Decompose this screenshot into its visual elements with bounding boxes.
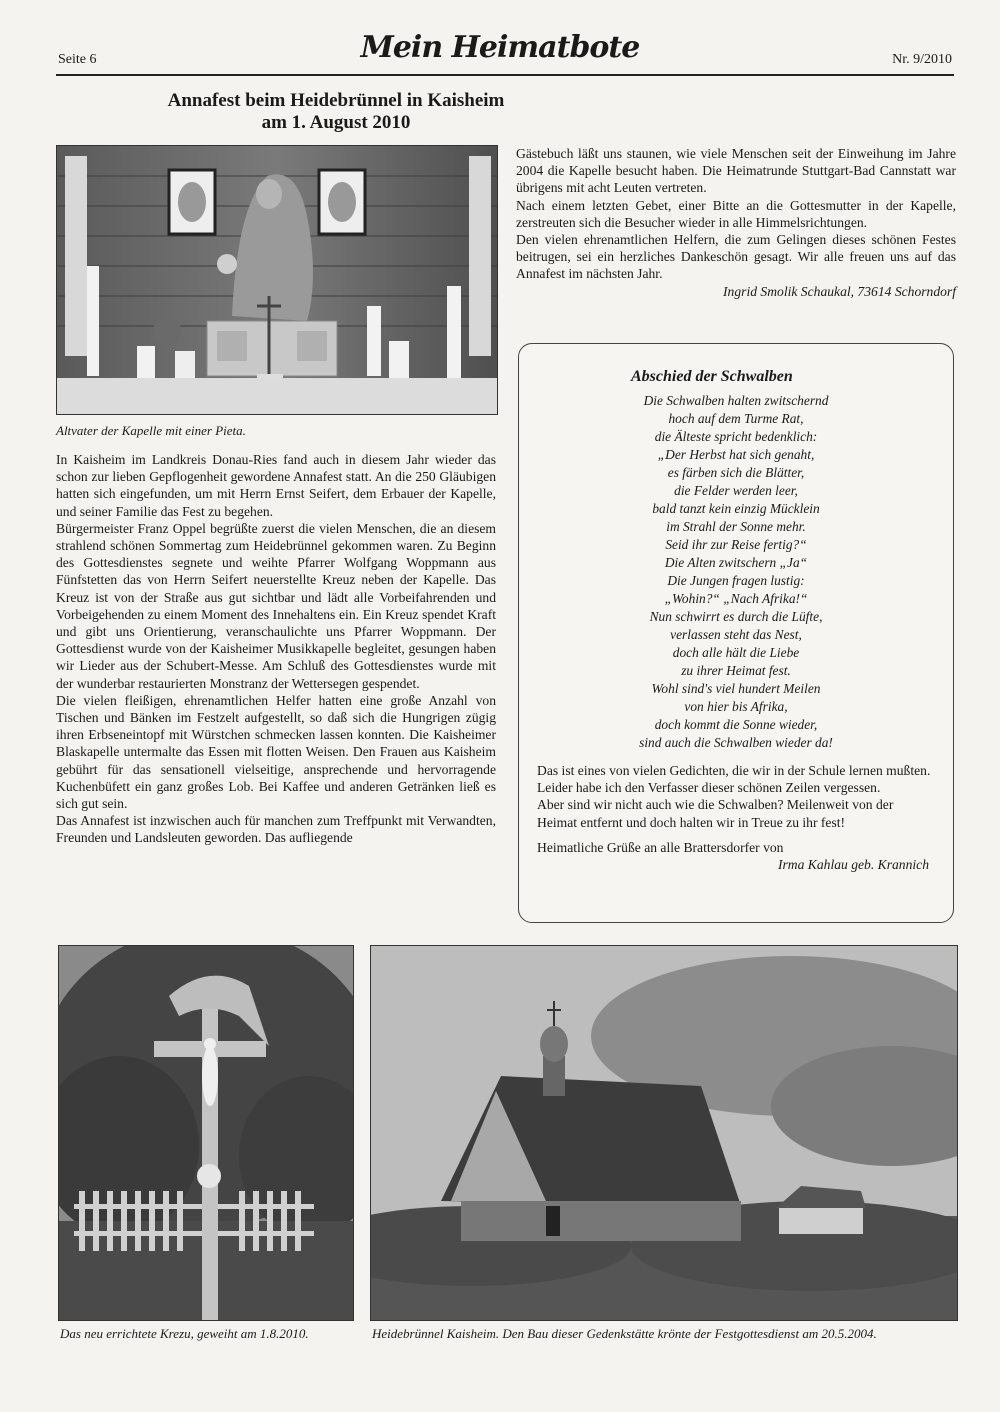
masthead-logo: Mein Heimatbote — [360, 30, 640, 65]
poem-line: hoch auf dem Turme Rat, — [668, 411, 804, 426]
poem-author: Irma Kahlau geb. Krannich — [777, 857, 929, 873]
poem-verses — [537, 392, 935, 752]
poem-line: doch kommt die Sonne wieder, — [654, 717, 818, 732]
right-column — [516, 145, 956, 300]
article-body-right — [516, 145, 956, 283]
poem-note: Das ist eines von vielen Gedichten, die wir in der Schule lernen mußten. Leider habe ich den Verfasser dieser schönen Zeilen vergessen. — [537, 763, 931, 796]
poem-line: Seid ihr zur Reise fertig?“ — [665, 537, 807, 552]
paragraph: Gästebuch läßt uns staunen, wie viele Menschen seit der Einweihung im Jahre 2004 die Kapelle besucht haben. Die Heimatrunde Stuttgart-Bad Cannstatt war übrigens mit acht Leuten vertreten. — [516, 146, 956, 196]
poem-title: Abschied der Schwalben — [631, 368, 793, 385]
chapel-photo-caption: Heidebrünnel Kaisheim. Den Bau dieser Gedenkstätte krönte der Festgottesdienst am 20.5.2004. — [372, 1326, 877, 1341]
poem-line: von hier bis Afrika, — [684, 699, 788, 714]
article-body-left — [56, 451, 496, 847]
interior-photo-caption: Altvater der Kapelle mit einer Pieta. — [56, 423, 246, 438]
poem-line: Die Alten zwitschern „Ja“ — [664, 555, 808, 570]
poem-line: im Strahl der Sonne mehr. — [666, 519, 806, 534]
issue-number: Nr. 9/2010 — [892, 52, 952, 67]
article-title-line2: am 1. August 2010 — [261, 112, 411, 133]
paragraph: Die vielen fleißigen, ehrenamtlichen Helfer hatten eine große Anzahl von Tischen und Bänken im Festzelt aufgestellt, so daß sich die Hungrigen zügig ihren Erbseneintopf mit Würstchen schmecken lassen konnten. Die Kaisheimer Blaskapelle untermalte das Essen mit flotten Weisen. Den Frauen aus Kaisheim gebührt für das sensationell vielseitige, ansprechende und hervorragende Kuchenbüfett ein ganz großes Lob. Bei Kaffee und anderen Getränken ließ es sich gut sein. — [56, 692, 496, 812]
poem-box — [518, 343, 954, 923]
chapel-exterior-photo — [370, 945, 958, 1321]
page-number: Seite 6 — [58, 52, 97, 67]
paragraph: In Kaisheim im Landkreis Donau-Ries fand auch in diesem Jahr wieder das schon zur lieben Gepflogenheit gewordene Annafest statt. An die 250 Gläubigen hatten sich eingefunden, um mit Herrn Ernst Seifert, dem Erbauer der Kapelle, und seiner Familie das Fest zu begehen. — [56, 452, 496, 519]
poem-line: Wohl sind's viel hundert Meilen — [651, 681, 821, 696]
cross-image — [59, 946, 353, 1320]
paragraph: Das Annafest ist inzwischen auch für manchen zum Treffpunkt mit Verwandten, Freunden und Landsleuten geworden. Das aufliegende — [56, 813, 496, 846]
poem-line: Die Jungen fragen lustig: — [667, 573, 805, 588]
poem-notes — [537, 762, 935, 831]
article-signature: Ingrid Smolik Schaukal, 73614 Schorndorf — [723, 283, 956, 299]
poem-line: doch alle hält die Liebe — [672, 645, 800, 660]
cross-photo-caption: Das neu errichtete Krezu, geweiht am 1.8.2010. — [60, 1326, 309, 1341]
paragraph: Nach einem letzten Gebet, einer Bitte an die Gottesmutter in der Kapelle, zerstreuten sich die Besucher wieder in alle Himmelsrichtungen. — [516, 197, 956, 230]
article-title — [56, 90, 616, 134]
poem-line: sind auch die Schwalben wieder da! — [639, 735, 833, 750]
paragraph: Bürgermeister Franz Oppel begrüßte zuerst die vielen Menschen, die an diesem strahlend schönen Sommertag zum Heidebrünnel gekommen waren. Zu Beginn des Gottesdienstes segnete und weihte Pfarrer Wolfgang Woppmann aus Fünfstetten das von Herrn Seifert neuerstellte Kreuz neben der Kapelle. Das Kreuz ist von der Straße aus gut sichtbar und lädt alle Vorbeifahrenden und Vorbeigehenden zu einem Moment des Innehaltens ein. Ein Kreuz spendet Kraft und gibt uns Orientierung, veranschaulichte uns Pfarrer Woppmann. Der Gottesdienst wurde von der Kaisheimer Musikkapelle begleitet, gesungen haben wir Lieder aus der Schubert-Messe. Am Schluß des Gottesdienstes wurde mit der wunderbar restaurierten Monstranz der Wettersegen gespendet. — [56, 520, 496, 691]
cross-photo — [58, 945, 354, 1321]
poem-line: die Älteste spricht bedenklich: — [654, 429, 818, 444]
article-title-line1: Annafest beim Heidebrünnel in Kaisheim — [167, 90, 505, 111]
chapel-image — [371, 946, 957, 1320]
pieta-image — [57, 146, 497, 414]
poem-note: Aber sind wir nicht auch wie die Schwalben? Meilenweit von der Heimat entfernt und doch halten wir in Treue zu ihr fest! — [537, 797, 894, 830]
paragraph: Den vielen ehrenamtlichen Helfern, die zum Gelingen dieses schönen Festes beitrugen, sei ein herzliches Dankeschön gesagt. Wir alle freuen uns auf das Annafest im nächsten Jahr. — [516, 232, 956, 282]
poem-line: zu ihrer Heimat fest. — [681, 663, 791, 678]
poem-line: Die Schwalben halten zwitschernd — [643, 393, 829, 408]
poem-line: verlassen steht das Nest, — [670, 627, 802, 642]
poem-line: „Der Herbst hat sich genaht, — [657, 447, 815, 462]
header-rule — [56, 74, 954, 76]
chapel-interior-photo — [56, 145, 498, 415]
poem-line: es färben sich die Blätter, — [667, 465, 805, 480]
poem-line: „Wohin?“ „Nach Afrika!“ — [664, 591, 808, 606]
poem-line: die Felder werden leer, — [674, 483, 798, 498]
poem-line: Nun schwirrt es durch die Lüfte, — [649, 609, 823, 624]
left-column — [56, 145, 496, 847]
poem-line: bald tanzt kein einzig Mücklein — [652, 501, 820, 516]
poem-greeting: Heimatliche Grüße an alle Brattersdorfer von — [537, 839, 784, 855]
